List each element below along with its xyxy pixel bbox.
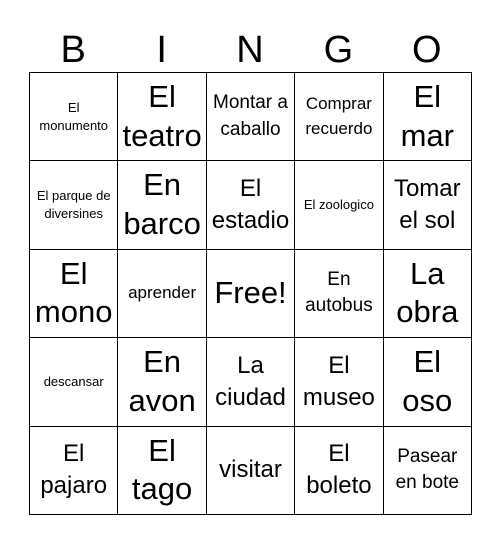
bingo-cell-r5c2: El tago (118, 427, 206, 515)
bingo-cell-r4c5: El oso (384, 338, 472, 426)
bingo-cell-r2c5: Tomar el sol (384, 161, 472, 249)
bingo-cell-r5c4: El boleto (295, 427, 383, 515)
header-letter-o: O (412, 29, 442, 71)
bingo-cell-r1c2: El teatro (118, 73, 206, 161)
bingo-cell-r2c2: En barco (118, 161, 206, 249)
bingo-cell-r1c1: El monumento (30, 73, 118, 161)
bingo-board (29, 72, 472, 515)
header-letter-g: G (323, 29, 354, 71)
bingo-cell-r4c4: El museo (295, 338, 383, 426)
bingo-cell-r3c4: En autobus (295, 250, 383, 338)
bingo-cell-r4c2: En avon (118, 338, 206, 426)
header-letter-i: I (156, 29, 167, 71)
header-letter-n: N (236, 29, 264, 71)
bingo-cell-r5c5: Pasear en bote (384, 427, 472, 515)
bingo-header (29, 28, 471, 72)
bingo-cell-r3c5: La obra (384, 250, 472, 338)
header-letter-b: B (60, 29, 86, 71)
bingo-cell-r1c4: Comprar recuerdo (295, 73, 383, 161)
bingo-cell-r5c1: El pajaro (30, 427, 118, 515)
bingo-cell-r3c1: El mono (30, 250, 118, 338)
bingo-cell-r4c1: descansar (30, 338, 118, 426)
bingo-cell-r5c3: visitar (207, 427, 295, 515)
bingo-cell-r2c4: El zoologico (295, 161, 383, 249)
bingo-cell-r4c3: La ciudad (207, 338, 295, 426)
bingo-cell-r1c3: Montar a caballo (207, 73, 295, 161)
bingo-cell-free: Free! (207, 250, 295, 338)
bingo-cell-r2c3: El estadio (207, 161, 295, 249)
bingo-cell-r1c5: El mar (384, 73, 472, 161)
bingo-cell-r2c1: El parque de diversines (30, 161, 118, 249)
bingo-cell-r3c2: aprender (118, 250, 206, 338)
